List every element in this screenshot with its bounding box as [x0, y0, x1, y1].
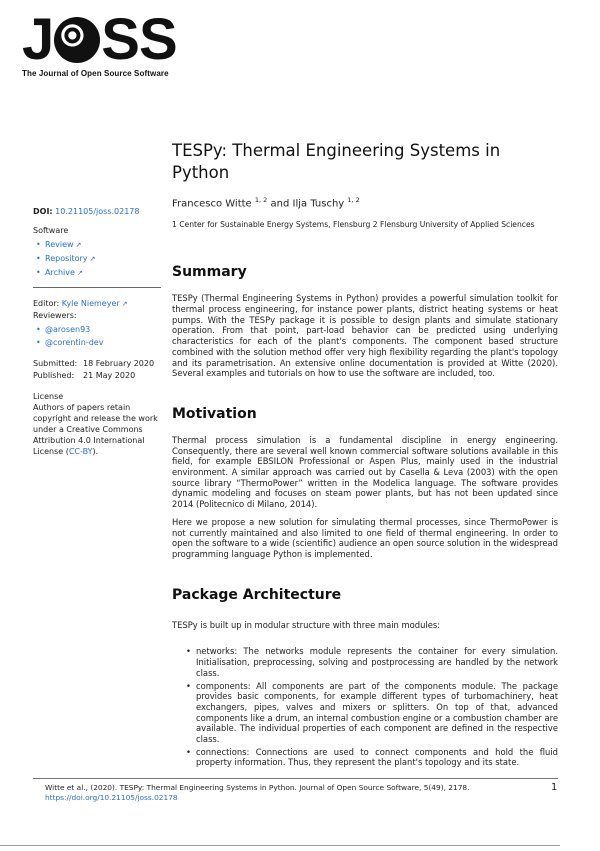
list-item: • components: All components are part of the components module. The package provides basic components, for example different types of turbomachinery, heat exchangers, pipes, valves and mixers or splitters. On top of that, advanced components like a drum, an internal combustion engine or a combustion chamber are available. The individual properties of each component are defined in the respective class.: [196, 681, 558, 745]
editor-row: [33, 298, 163, 310]
motivation-paragraph-1: Thermal process simulation is a fundamental discipline in energy engineering. Consequently, there are several well known commercial software solutions available in this field, for example EBSILON Professional or Aspen Plus, mainly used in the industrial environment. A similar approach was carried out by Casella & Leva (2003) with the open source library “ThermoPower” written in the Modelica language. The software provides dynamic modeling and focuses on steam power plants, but has not been updated since 2014 (Politecnico di Milano, 2014).: [172, 434, 558, 510]
external-link-icon: ↗: [76, 269, 83, 277]
license-body: Authors of papers retain copyright and release the work under a Creative Commons Attribution 4.0 International License (: [33, 403, 158, 456]
sidebar: [33, 206, 163, 457]
submitted-label: Submitted:: [33, 359, 78, 368]
list-item: [45, 267, 163, 279]
software-links: [33, 239, 163, 279]
author-tuschy-affil: 1, 2: [347, 196, 360, 204]
logo-letter-j: J: [22, 7, 54, 72]
joss-logo: [22, 7, 182, 80]
external-link-icon: ↗: [89, 255, 96, 263]
list-item: [45, 337, 163, 348]
doi-row: [33, 206, 163, 217]
author-tuschy: Ilja Tuschy: [292, 198, 345, 210]
published-label: Published:: [33, 371, 75, 380]
software-label: Software: [33, 226, 69, 235]
sidebar-divider: [33, 287, 161, 288]
list-item: • connections: Connections are used to connect components and hold the fluid property information. Thus, they represent the plant's topology and its state.: [196, 747, 558, 768]
editor-label: Editor:: [33, 299, 60, 308]
published-date: 21 May 2020: [83, 371, 136, 380]
authors-and: and: [270, 198, 290, 210]
submitted-date: 18 February 2020: [83, 359, 155, 368]
page-bottom-divider: [0, 845, 560, 846]
reviewer-link-arosen93[interactable]: @arosen93: [45, 325, 91, 334]
summary-heading: Summary: [172, 264, 247, 281]
footer-divider: [33, 778, 558, 779]
summary-paragraph: TESPy (Thermal Engineering Systems in Python) provides a powerful simulation toolkit for thermal process engineering, for instance power plants, district heating systems or heat pumps. With the TESPy package it is possible to design plants and simulate stationary operation. From that point, part-load behavior can be predicted using underlying characteristics for each of the plant's components. The component based structure combined with the solution method offer very high flexibility regarding the plant's topology and its parametrisation. An extensive online documentation is provided at Witte (2020). Several examples and tutorials on how to use the software are included, too.: [172, 293, 558, 379]
paper-title: TESPy: Thermal Engineering Systems in Python: [172, 141, 501, 182]
reviewers-label: Reviewers:: [33, 311, 77, 320]
logo-letter-s2: S: [138, 7, 177, 72]
cc-by-link[interactable]: CC-BY: [68, 447, 93, 456]
author-witte-affil: 1, 2: [254, 196, 268, 204]
citation-text: Witte et al., (2020). TESPy: Thermal Engineering Systems in Python. Journal of Open Source Software, 5(49), 2178.: [45, 783, 470, 792]
footer-citation: [45, 783, 535, 803]
architecture-intro: TESPy is built up in modular structure with three main modules:: [172, 619, 441, 630]
authors-line: [172, 196, 558, 209]
motivation-paragraph-2: Here we propose a new solution for simulating thermal processes, since ThermoPower is not currently maintained and also limited to one field of thermal engineering. In order to open the software to a wide (scientific) audience an open source solution in the widespread programming language Python is implemented.: [172, 516, 558, 559]
list-item: [45, 253, 163, 265]
logo-wordmark: [22, 7, 182, 72]
architecture-heading: Package Architecture: [172, 586, 342, 603]
logo-letter-s1: S: [101, 7, 139, 72]
page-number: 1: [551, 782, 558, 793]
license-text: [33, 402, 163, 457]
list-item: [45, 324, 163, 335]
reviewer-link-corentin-dev[interactable]: @corentin-dev: [45, 338, 104, 347]
list-item: • networks: The networks module represents the container for every simulation. Initialisation, preprocessing, solving and postprocessing are handled by the network class.: [196, 646, 558, 678]
doi-link[interactable]: 10.21105/joss.02178: [55, 207, 140, 216]
archive-link[interactable]: Archive: [45, 268, 75, 277]
license-end: ).: [92, 447, 99, 456]
repository-link[interactable]: Repository: [45, 254, 88, 263]
license-heading: License: [33, 392, 64, 401]
paper-body: [172, 140, 558, 770]
license-block: [33, 391, 163, 457]
reviewers-list: [33, 324, 163, 348]
dates-block: [33, 358, 163, 381]
editor-link[interactable]: Kyle Niemeyer: [61, 299, 120, 308]
architecture-list: [172, 646, 558, 768]
author-witte: Francesco Witte: [172, 198, 252, 210]
review-link[interactable]: Review: [45, 240, 74, 249]
software-section: [33, 225, 163, 279]
list-item: [45, 239, 163, 251]
doi-label: DOI:: [33, 207, 53, 216]
logo-atom-icon: [54, 17, 100, 63]
motivation-heading: Motivation: [172, 405, 257, 422]
logo-tagline: The Journal of Open Source Software: [22, 69, 169, 78]
external-link-icon: ↗: [121, 300, 128, 308]
affiliations: 1 Center for Sustainable Energy Systems, Flensburg 2 Flensburg University of Applied Sciences: [172, 220, 535, 230]
external-link-icon: ↗: [75, 241, 82, 249]
footer-doi-link[interactable]: https://doi.org/10.21105/joss.02178: [45, 793, 178, 802]
